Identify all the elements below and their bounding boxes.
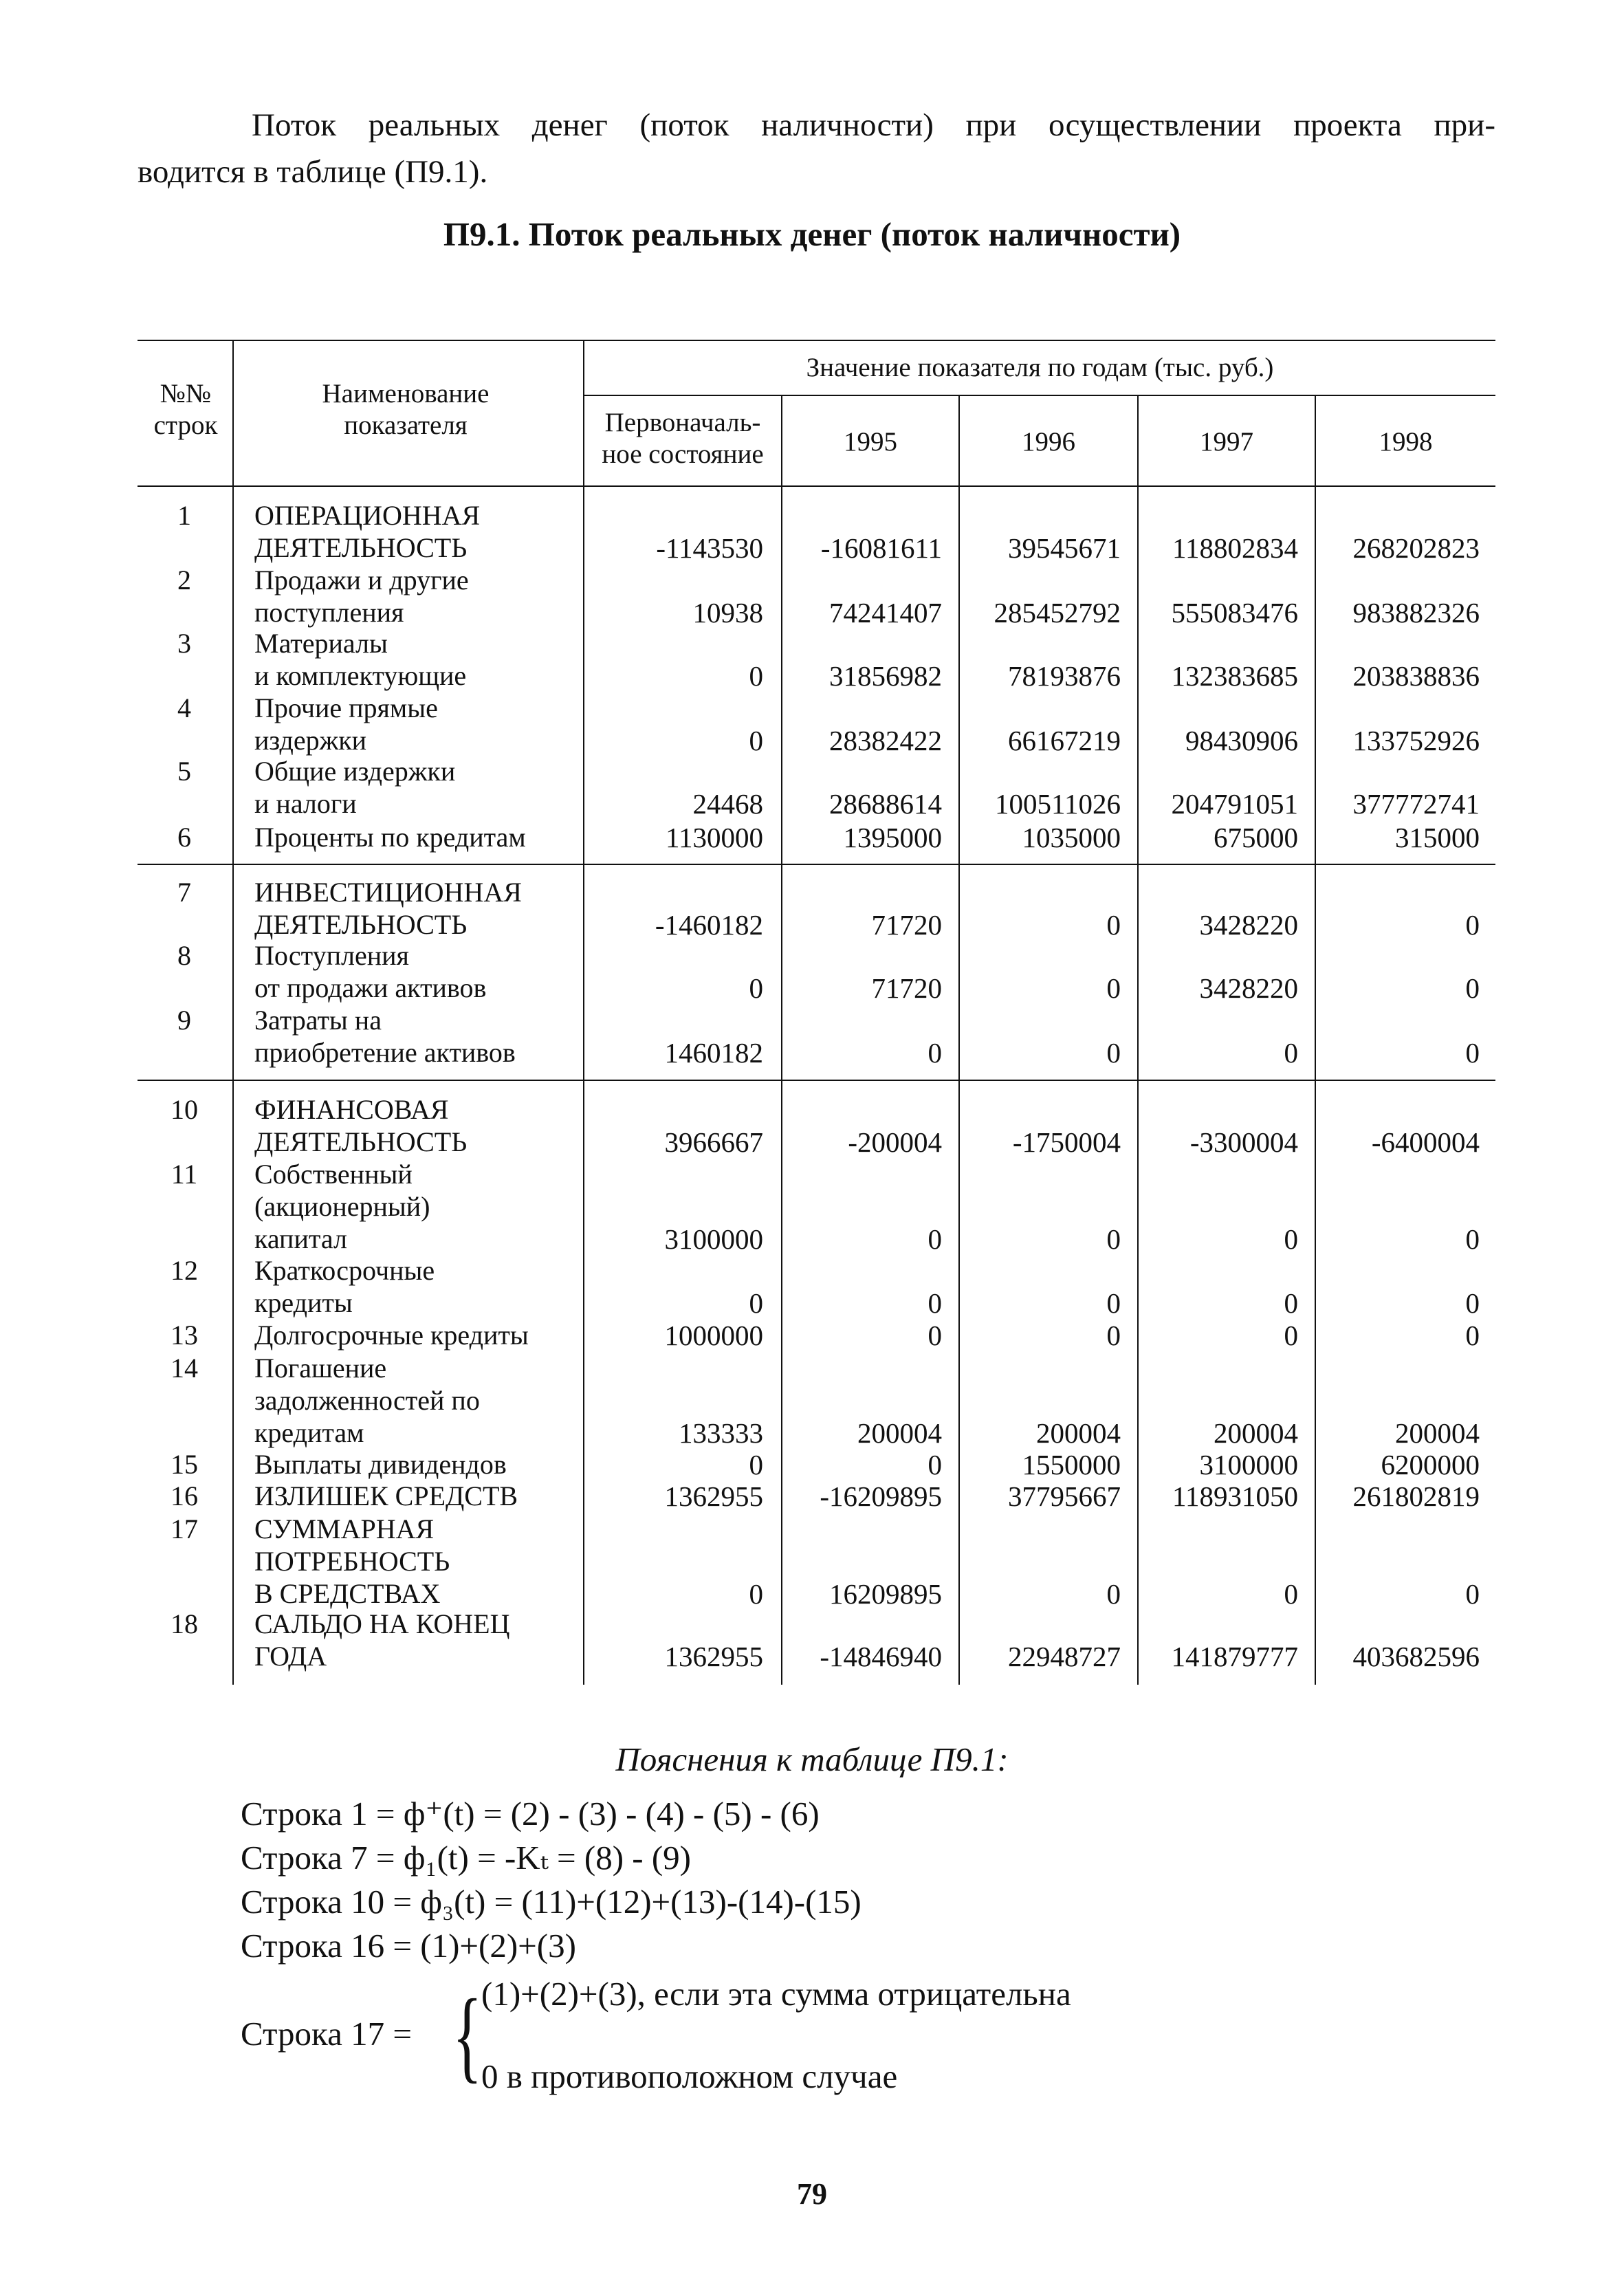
row-value: 71720	[871, 972, 942, 1004]
row-value: 0	[1465, 1223, 1480, 1255]
row-value: -6400004	[1371, 1126, 1480, 1158]
row-value: 0	[1106, 909, 1121, 941]
row-value: 675000	[1214, 822, 1298, 853]
row-value: 377772741	[1352, 788, 1480, 820]
row-name-line: Долгосрочные кредиты	[254, 1320, 529, 1351]
row-value: 0	[749, 725, 763, 756]
row-name-line: Погашение	[254, 1353, 387, 1384]
row-name-line: ФИНАНСОВАЯ	[254, 1094, 449, 1125]
row-value: 1362955	[664, 1480, 763, 1512]
row-indicator-name	[254, 1513, 584, 1610]
row-value: 3428220	[1199, 909, 1298, 941]
row-number: 13	[171, 1320, 198, 1351]
left-brace-icon: {	[452, 1978, 483, 2092]
row-name-line: ГОДА	[254, 1641, 327, 1672]
header-indicator-name: Наименование показателя	[322, 379, 490, 440]
row-value: -1143530	[656, 532, 763, 564]
row-name-line: задолженностей по	[254, 1385, 480, 1416]
header-initial-state: Первоначаль- ное состояние	[602, 408, 764, 469]
table-subheader-rule	[583, 395, 1495, 396]
row-number: 17	[171, 1513, 198, 1544]
row-value: 6200000	[1381, 1449, 1480, 1480]
row-number: 10	[171, 1094, 198, 1125]
row-value: 555083476	[1171, 597, 1298, 628]
row-value: 1395000	[843, 822, 942, 853]
row-value: 118931050	[1172, 1480, 1298, 1512]
row-indicator-name	[254, 1352, 584, 1449]
row-indicator-name	[254, 1093, 584, 1158]
row-name-line: Выплаты дивидендов	[254, 1449, 507, 1480]
row-value: 0	[1106, 1578, 1121, 1610]
row-value: 22948727	[1008, 1641, 1121, 1672]
row-value: 28382422	[829, 725, 942, 756]
page-number: 79	[797, 2177, 827, 2211]
row-value: 200004	[1036, 1417, 1121, 1449]
row-value: 0	[749, 972, 763, 1004]
row-value: 200004	[1214, 1417, 1298, 1449]
row-value: 66167219	[1008, 725, 1121, 756]
header-year-1995: 1995	[844, 427, 897, 457]
row-number: 11	[171, 1159, 198, 1190]
row-value: -16209895	[820, 1480, 942, 1512]
row-value: 0	[1465, 1037, 1480, 1069]
row-number: 14	[171, 1353, 198, 1384]
row-value: 28688614	[829, 788, 942, 820]
table-title: П9.1. Поток реальных денег (поток наличности)	[443, 215, 1181, 253]
row-value: 0	[1284, 1287, 1298, 1319]
row-value: 0	[1465, 909, 1480, 941]
formula-row-1: Строка 1 = ф⁺(t) = (2) - (3) - (4) - (5) - (6)	[241, 1795, 820, 1833]
row-value: 983882326	[1352, 597, 1480, 628]
row-value: 0	[928, 1320, 942, 1351]
row-value: -1750004	[1012, 1126, 1121, 1158]
row-name-line: В СРЕДСТВАХ	[254, 1578, 441, 1609]
row-value: 100511026	[995, 788, 1121, 820]
row-value: 74241407	[829, 597, 942, 628]
row-value: 0	[1106, 1320, 1121, 1351]
row-value: 3100000	[664, 1223, 763, 1255]
row-name-line: ДЕЯТЕЛЬНОСТЬ	[254, 532, 468, 563]
row-value: 200004	[857, 1417, 942, 1449]
intro-line-1: Поток реальных денег (поток наличности) при осуществлении проекта при-	[252, 107, 1495, 143]
row-value: 133333	[679, 1417, 763, 1449]
row-value: 0	[1284, 1223, 1298, 1255]
row-number: 7	[177, 877, 191, 908]
formula-row-17-case-2: 0 в противоположном случае	[481, 2057, 898, 2095]
row-indicator-name	[254, 1608, 584, 1672]
table-top-rule	[138, 340, 1495, 341]
row-value: 3966667	[664, 1126, 763, 1158]
row-value: 0	[928, 1037, 942, 1069]
row-value: 0	[1465, 1320, 1480, 1351]
row-number: 4	[177, 692, 191, 723]
row-value: 16209895	[829, 1578, 942, 1610]
row-value: 0	[928, 1223, 942, 1255]
row-indicator-name	[254, 821, 584, 853]
table-header-rule	[138, 485, 1495, 487]
intro-paragraph	[138, 102, 1495, 195]
row-value: 0	[749, 1578, 763, 1610]
row-name-line: ИЗЛИШЕК СРЕДСТВ	[254, 1480, 518, 1511]
row-name-line: ОПЕРАЦИОННАЯ	[254, 500, 481, 531]
row-indicator-name	[254, 1158, 584, 1255]
row-number: 1	[177, 500, 191, 531]
row-number: 16	[171, 1480, 198, 1511]
table-section-rule-2	[138, 1080, 1495, 1081]
row-value: 0	[749, 660, 763, 692]
row-value: 204791051	[1171, 788, 1298, 820]
row-value: 0	[1106, 972, 1121, 1004]
row-value: 1550000	[1022, 1449, 1121, 1480]
row-indicator-name	[254, 1254, 584, 1319]
row-name-line: Материалы	[254, 628, 388, 659]
row-name-line: Проценты по кредитам	[254, 822, 526, 853]
row-value: 0	[1106, 1223, 1121, 1255]
row-name-line: ДЕЯТЕЛЬНОСТЬ	[254, 909, 468, 940]
row-name-line: Краткосрочные	[254, 1255, 435, 1286]
row-value: -1460182	[655, 909, 763, 941]
row-name-line: САЛЬДО НА КОНЕЦ	[254, 1608, 510, 1639]
row-value: -200004	[848, 1126, 942, 1158]
notes-title: Пояснения к таблице П9.1:	[615, 1740, 1009, 1778]
row-value: 24468	[692, 788, 763, 820]
formula-row-10: Строка 10 = ф₃(t) = (11)+(12)+(13)-(14)-(15)	[241, 1883, 862, 1921]
row-value: 0	[1284, 1320, 1298, 1351]
row-value: 37795667	[1008, 1480, 1121, 1512]
row-indicator-name	[254, 1319, 584, 1351]
row-name-line: и налоги	[254, 788, 357, 819]
row-number: 9	[177, 1005, 191, 1036]
row-value: 1035000	[1022, 822, 1121, 853]
table-section-rule-1	[138, 864, 1495, 865]
row-indicator-name	[254, 1480, 584, 1512]
row-value: 1362955	[664, 1641, 763, 1672]
row-number: 3	[177, 628, 191, 659]
row-value: -3300004	[1189, 1126, 1298, 1158]
row-name-line: капитал	[254, 1223, 347, 1254]
row-name-line: издержки	[254, 725, 367, 756]
row-indicator-name	[254, 564, 584, 628]
row-indicator-name	[254, 1004, 584, 1069]
row-value: 0	[749, 1287, 763, 1319]
row-name-line: ДЕЯТЕЛЬНОСТЬ	[254, 1126, 468, 1157]
intro-line-2: водится в таблице (П9.1).	[138, 154, 488, 190]
row-value: 0	[1106, 1037, 1121, 1069]
row-name-line: Собственный	[254, 1159, 413, 1190]
row-indicator-name	[254, 692, 584, 756]
row-indicator-name	[254, 755, 584, 820]
row-value: 39545671	[1008, 532, 1121, 564]
row-number: 8	[177, 940, 191, 971]
col-divider-num	[232, 340, 234, 1685]
row-value: 0	[1465, 972, 1480, 1004]
row-value: 118802834	[1172, 532, 1298, 564]
row-value: 203838836	[1352, 660, 1480, 692]
row-name-line: Прочие прямые	[254, 692, 438, 723]
row-indicator-name	[254, 939, 584, 1004]
row-indicator-name	[254, 876, 584, 941]
row-value: 98430906	[1185, 725, 1298, 756]
row-value: -16081611	[820, 532, 942, 564]
row-number: 15	[171, 1449, 198, 1480]
header-year-1997: 1997	[1200, 427, 1253, 457]
row-value: 0	[1284, 1037, 1298, 1069]
row-value: 10938	[692, 597, 763, 628]
row-name-line: ПОТРЕБНОСТЬ	[254, 1546, 450, 1577]
row-value: 0	[1284, 1578, 1298, 1610]
row-value: 0	[1106, 1287, 1121, 1319]
row-value: 0	[928, 1449, 942, 1480]
row-name-line: поступления	[254, 597, 404, 628]
row-value: 1460182	[664, 1037, 763, 1069]
row-value: 1000000	[664, 1320, 763, 1351]
row-value: 71720	[871, 909, 942, 941]
row-value: 403682596	[1352, 1641, 1480, 1672]
row-value: 0	[1465, 1578, 1480, 1610]
row-value: 268202823	[1352, 532, 1480, 564]
row-name-line: (акционерный)	[254, 1191, 430, 1222]
row-value: 315000	[1395, 822, 1480, 853]
row-name-line: кредиты	[254, 1287, 353, 1318]
row-value: 0	[749, 1449, 763, 1480]
row-value: 141879777	[1171, 1641, 1298, 1672]
row-value: 132383685	[1171, 660, 1298, 692]
row-name-line: приобретение активов	[254, 1037, 516, 1068]
formula-row-16: Строка 16 = (1)+(2)+(3)	[241, 1927, 576, 1965]
row-number: 2	[177, 565, 191, 595]
formula-row-7: Строка 7 = ф₁(t) = -Kₜ = (8) - (9)	[241, 1839, 691, 1877]
row-value: 285452792	[994, 597, 1121, 628]
row-value: 3100000	[1199, 1449, 1298, 1480]
row-indicator-name	[254, 627, 584, 692]
row-value: 1130000	[666, 822, 763, 853]
row-number: 12	[171, 1255, 198, 1286]
row-value: 0	[1465, 1287, 1480, 1319]
row-name-line: и комплектующие	[254, 660, 467, 691]
row-number: 5	[177, 756, 191, 787]
row-name-line: от продажи активов	[254, 972, 487, 1003]
row-value: 133752926	[1352, 725, 1480, 756]
row-value: 200004	[1395, 1417, 1480, 1449]
row-value: 261802819	[1352, 1480, 1480, 1512]
row-indicator-name	[254, 499, 584, 564]
row-name-line: Продажи и другие	[254, 565, 469, 595]
row-name-line: ИНВЕСТИЦИОННАЯ	[254, 877, 522, 908]
row-name-line: Общие издержки	[254, 756, 456, 787]
row-value: -14846940	[820, 1641, 942, 1672]
row-value: 0	[928, 1287, 942, 1319]
row-number: 18	[171, 1608, 198, 1639]
row-name-line: кредитам	[254, 1417, 364, 1448]
row-indicator-name	[254, 1448, 584, 1480]
row-name-line: Поступления	[254, 940, 409, 971]
formula-row-17-case-1: (1)+(2)+(3), если эта сумма отрицательна	[481, 1975, 1071, 2013]
row-number: 6	[177, 822, 191, 853]
header-values-by-year: Значение показателя по годам (тыс. руб.)	[806, 353, 1274, 382]
formula-row-17-label: Строка 17 =	[241, 2015, 412, 2053]
row-name-line: СУММАРНАЯ	[254, 1513, 435, 1544]
row-name-line: Затраты на	[254, 1005, 382, 1036]
header-row-numbers: №№ строк	[153, 379, 218, 440]
row-value: 3428220	[1199, 972, 1298, 1004]
header-year-1996: 1996	[1022, 427, 1075, 457]
header-year-1998: 1998	[1379, 427, 1433, 457]
row-value: 78193876	[1008, 660, 1121, 692]
row-value: 31856982	[829, 660, 942, 692]
